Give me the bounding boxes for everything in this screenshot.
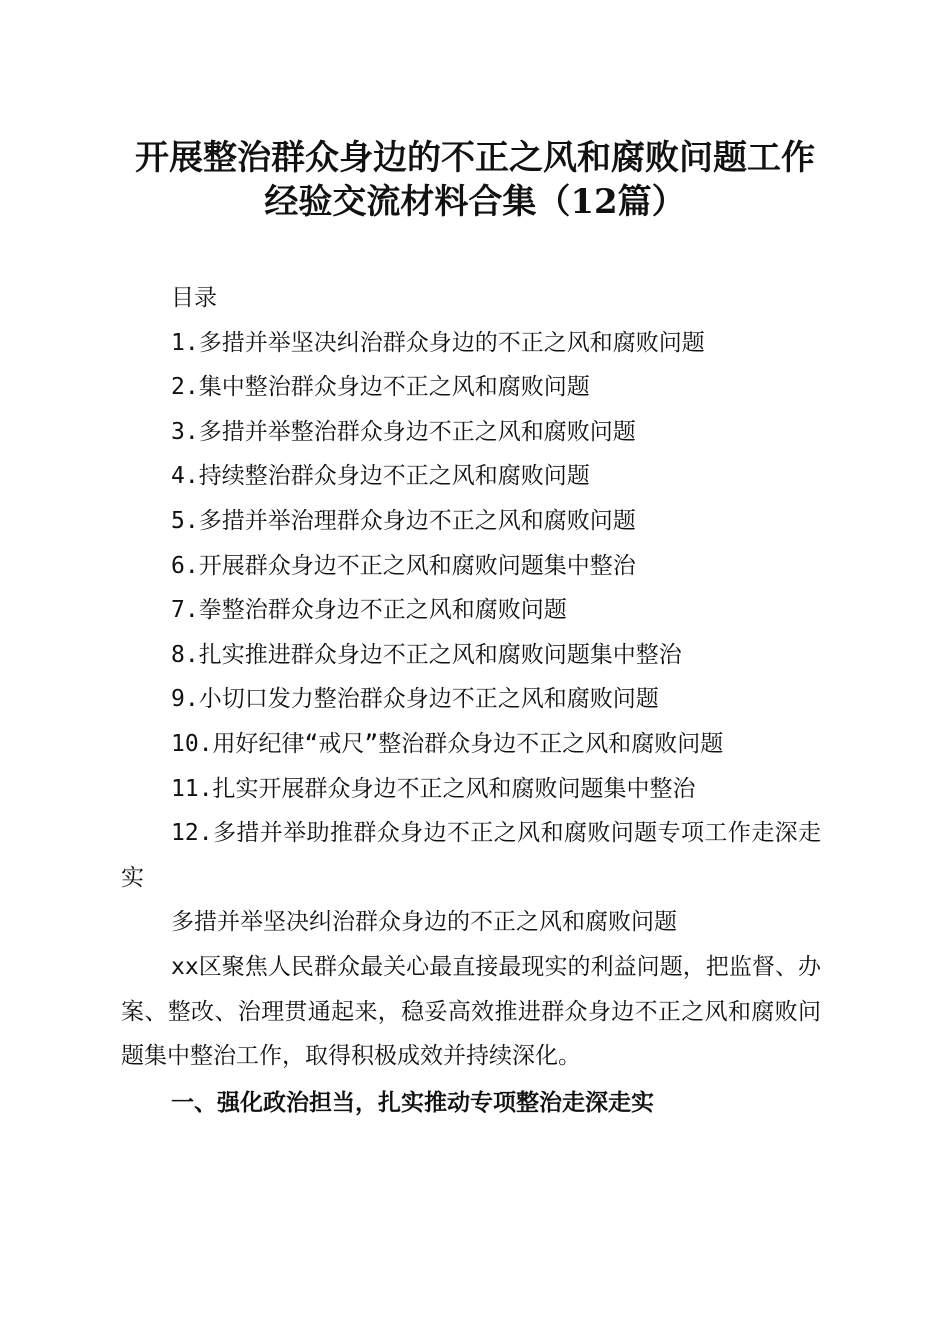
document-title-line-1: 开展整治群众身边的不正之风和腐败问题工作 — [135, 138, 815, 178]
section-heading: 一、强化政治担当，扎实推动专项整治走深走实 — [171, 1089, 654, 1116]
toc-heading: 目录 — [171, 285, 217, 311]
toc-item: 1.多措并举坚决纠治群众身边的不正之风和腐败问题 — [171, 329, 705, 356]
article-title: 多措并举坚决纠治群众身边的不正之风和腐败问题 — [171, 909, 677, 936]
toc-item: 11.扎实开展群众身边不正之风和腐败问题集中整治 — [171, 775, 696, 802]
toc-item: 7.拳整治群众身边不正之风和腐败问题 — [171, 597, 567, 624]
toc-item: 2.集中整治群众身边不正之风和腐败问题 — [171, 374, 590, 401]
toc-item: 3.多措并举整治群众身边不正之风和腐败问题 — [171, 418, 636, 445]
toc-item: 10.用好纪律“戒尺”整治群众身边不正之风和腐败问题 — [171, 730, 724, 757]
document-title — [100, 136, 850, 224]
toc-item: 4.持续整治群众身边不正之风和腐败问题 — [171, 463, 590, 490]
toc-item: 9.小切口发力整治群众身边不正之风和腐败问题 — [171, 686, 659, 713]
document-title-line-2: 经验交流材料合集（12篇） — [264, 182, 686, 222]
document-body — [121, 276, 821, 1125]
toc-item: 8.扎实推进群众身边不正之风和腐败问题集中整治 — [171, 641, 682, 668]
article-intro-paragraph: xx区聚焦人民群众最关心最直接最现实的利益问题，把监督、办案、整改、治理贯通起来，稳妥高效推进群众身边不正之风和腐败问题集中整治工作，取得积极成效并持续深化。 — [121, 953, 821, 1070]
toc-item: 12.多措并举助推群众身边不正之风和腐败问题专项工作走深走实 — [121, 820, 821, 891]
toc-item: 6.开展群众身边不正之风和腐败问题集中整治 — [171, 552, 636, 579]
toc-item: 5.多措并举治理群众身边不正之风和腐败问题 — [171, 507, 636, 534]
